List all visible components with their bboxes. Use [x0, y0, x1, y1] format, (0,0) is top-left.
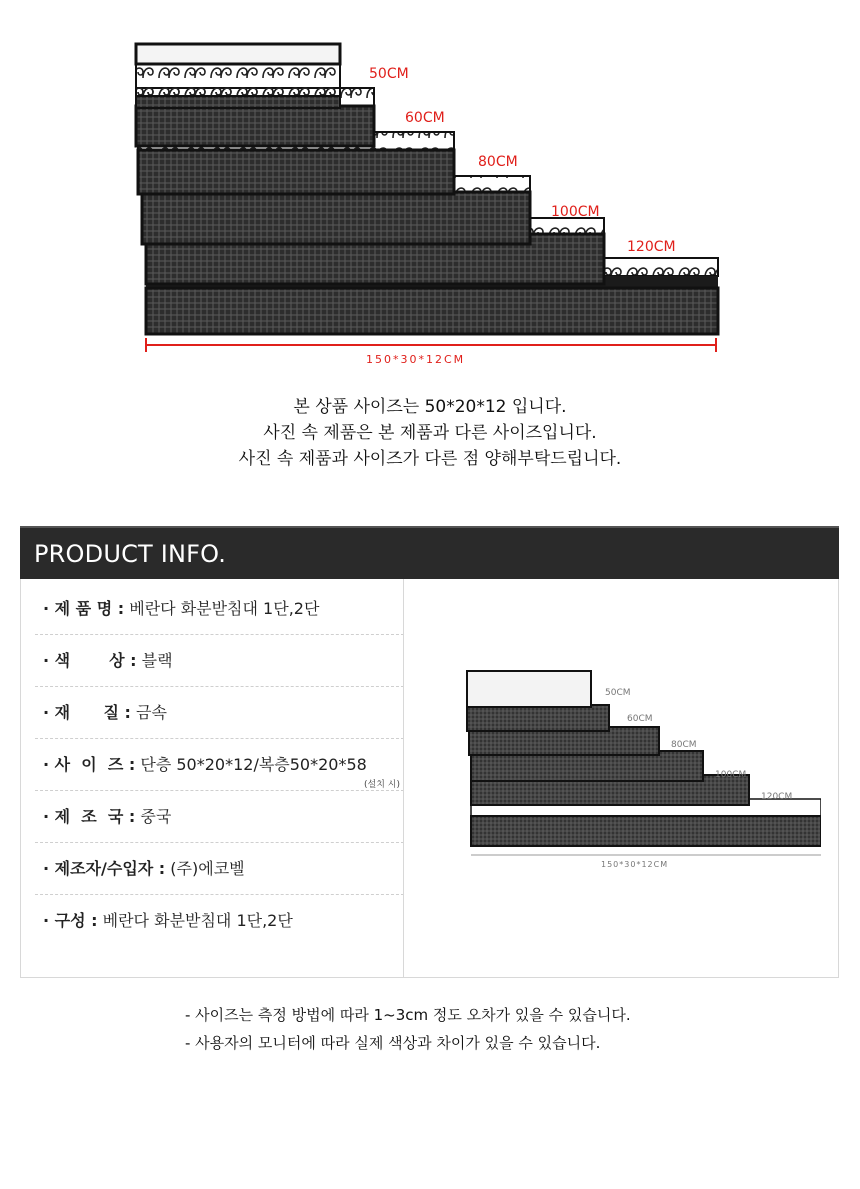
size-notice-line: 본 상품 사이즈는 50*20*12 입니다. — [293, 397, 567, 417]
disclaimer-line: - 사용자의 모니터에 따라 실제 색상과 차이가 있을 수 있습니다. — [185, 1034, 601, 1052]
info-key: · 제 품 명 : — [43, 599, 125, 618]
product-thumbnail-image — [441, 665, 821, 875]
thumb-label-80: 80CM — [671, 740, 697, 750]
info-value: (주)에코벨 — [170, 859, 245, 878]
info-row-manufacturer — [35, 843, 404, 895]
info-value: 중국 — [140, 807, 172, 826]
info-key: · 제 조 국 : — [43, 807, 136, 826]
info-row-name — [35, 583, 404, 635]
thumb-label-50: 50CM — [605, 688, 631, 698]
info-key: · 제조자/수입자 : — [43, 859, 166, 878]
dimension-line — [146, 338, 716, 366]
info-row-composition — [35, 895, 404, 946]
thumb-dimension-label: 150*30*12CM — [601, 860, 669, 869]
info-key: · 색 상 : — [43, 651, 137, 670]
info-value: 베란다 화분받침대 1단,2단 — [102, 911, 293, 930]
thumb-label-120: 120CM — [761, 792, 793, 802]
product-info-table — [20, 579, 839, 978]
info-row-size — [35, 739, 404, 791]
size-label-80: 80CM — [478, 154, 518, 170]
info-value: 블랙 — [141, 651, 173, 670]
dimension-label: 150*30*12CM — [366, 353, 466, 366]
size-notice-line: 사진 속 제품과 사이즈가 다른 점 양해부탁드립니다. — [238, 449, 622, 469]
info-row-material — [35, 687, 404, 739]
product-size-comparison-image — [0, 0, 860, 380]
thumb-label-60: 60CM — [627, 714, 653, 724]
disclaimer-notes — [185, 1001, 631, 1057]
size-label-120: 120CM — [627, 239, 676, 255]
disclaimer-line: - 사이즈는 측정 방법에 따라 1~3cm 정도 오차가 있을 수 있습니다. — [185, 1006, 631, 1024]
size-label-60: 60CM — [405, 110, 445, 126]
size-label-100: 100CM — [551, 204, 600, 220]
info-value: 금속 — [136, 703, 167, 722]
size-notice — [0, 394, 860, 472]
thumb-label-100: 100CM — [715, 770, 747, 780]
info-value: 단층 50*20*12/복층50*20*58 — [140, 755, 367, 774]
product-info-header: PRODUCT INFO. — [20, 526, 839, 579]
info-row-color — [35, 635, 404, 687]
size-label-50: 50CM — [369, 66, 409, 82]
info-key: · 재 질 : — [43, 703, 131, 722]
info-value: 베란다 화분받침대 1단,2단 — [129, 599, 320, 618]
column-divider — [403, 579, 404, 977]
install-note: (설치 시) — [364, 780, 400, 790]
rack-top — [136, 44, 340, 108]
info-key: · 사 이 즈 : — [43, 755, 136, 774]
product-info-list — [35, 583, 404, 946]
size-notice-line: 사진 속 제품은 본 제품과 다른 사이즈입니다. — [263, 423, 597, 443]
info-row-origin — [35, 791, 404, 843]
info-key: · 구성 : — [43, 911, 98, 930]
